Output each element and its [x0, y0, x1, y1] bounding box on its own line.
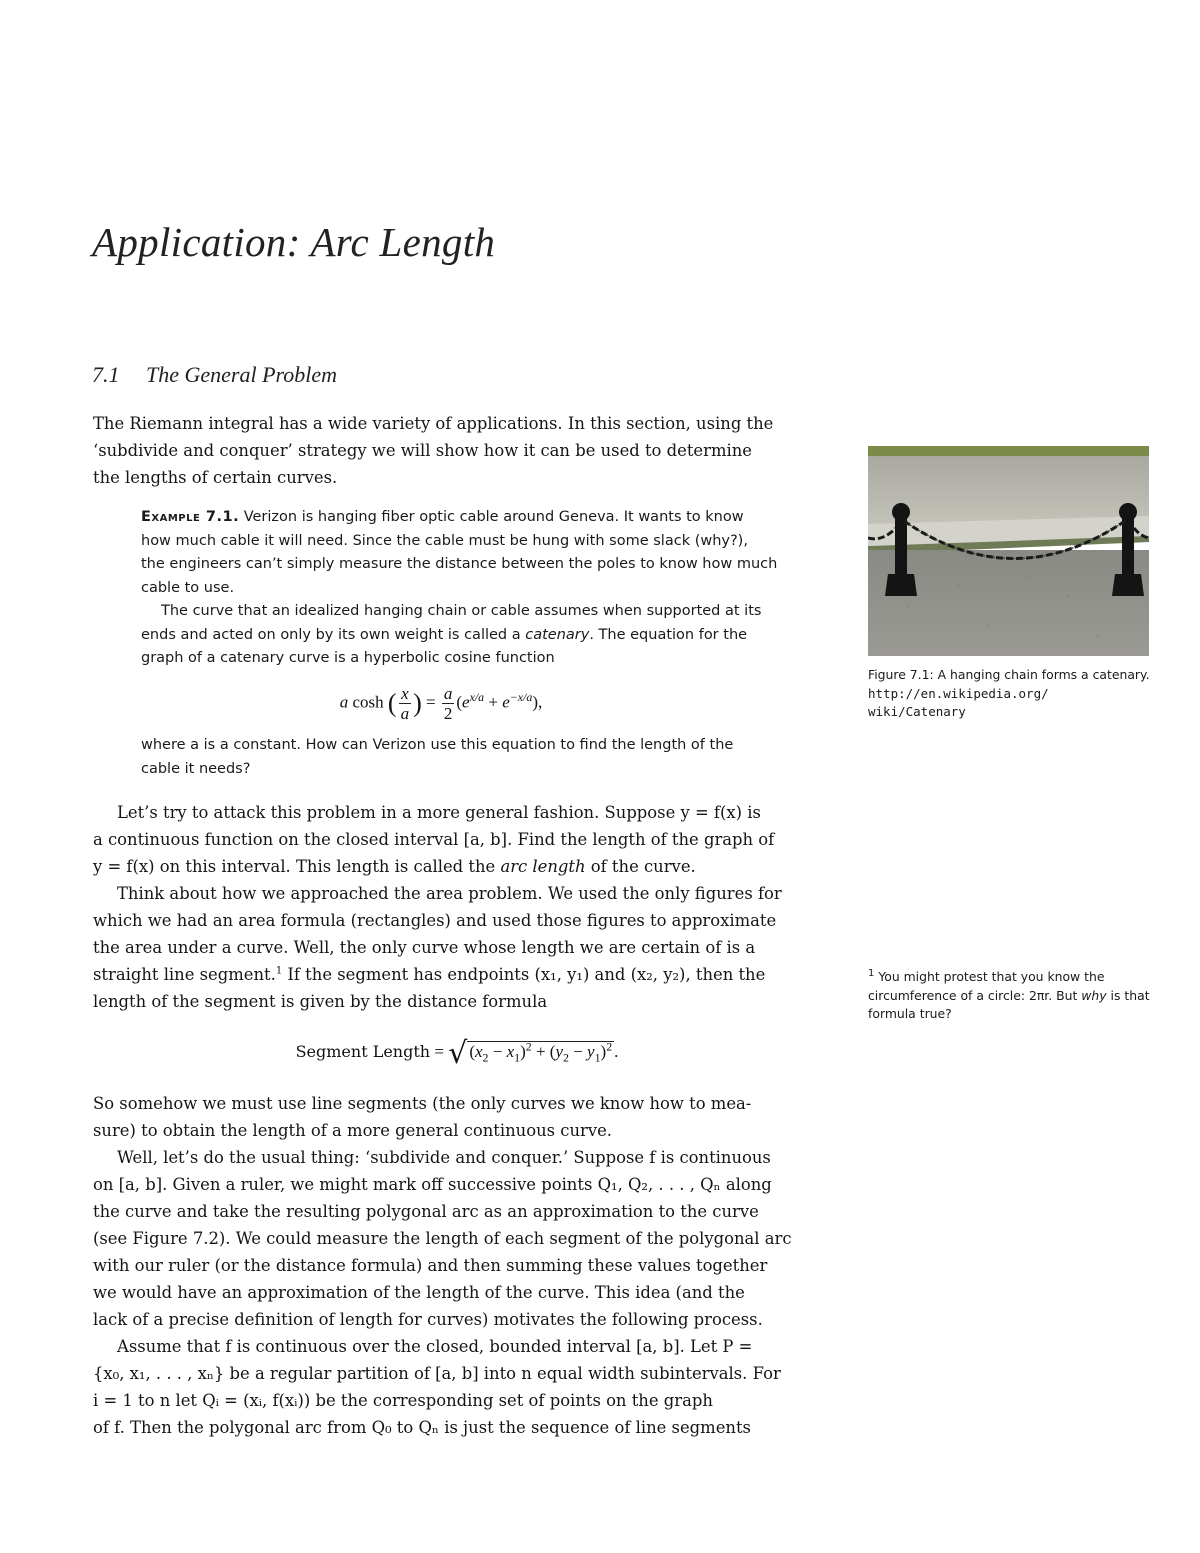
text-line: ends and acted on only by its own weight is called a: [141, 626, 526, 643]
text-line: where a is a constant. How can Verizon use this equation to find the length of the: [141, 737, 734, 753]
text-line: {x₀, x₁, . . . , xₙ} be a regular partition of [a, b] into n equal width subintervals. For: [93, 1364, 781, 1383]
text-line: on [a, b]. Given a ruler, we might mark off successive points Q₁, Q₂, . . . , Qₙ along: [93, 1175, 772, 1194]
caption-link[interactable]: http://en.wikipedia.org/: [868, 685, 1049, 701]
body-paragraph: [93, 880, 821, 1015]
chapter-title: Application: Arc Length: [92, 219, 496, 265]
body-paragraph: [93, 1144, 821, 1333]
text-line: y = f(x) on this interval. This length is called the: [93, 857, 501, 876]
text-line: cable it needs?: [141, 760, 251, 777]
text-line: ‘subdivide and conquer’ strategy we will show how it can be used to determine: [93, 441, 752, 460]
text-line: lack of a precise definition of length for curves) motivates the following process.: [93, 1310, 763, 1329]
text-line: Verizon is hanging fiber optic cable around Geneva. It wants to know: [239, 509, 744, 525]
catenary-equation: a cosh ( $\frac{x}{a}$ ) = $\frac{a}{2}$ $(e^{x/a} + e^{-x/a})$,: [339, 684, 543, 723]
text-line: . The equation for the: [589, 626, 748, 643]
text-line: a continuous function on the closed interval [a, b]. Find the length of the graph of: [93, 830, 775, 849]
sidenote-emphasis: why: [1081, 987, 1107, 1003]
caption-text: Figure 7.1: A hanging chain forms a catenary.: [868, 667, 1150, 682]
text-line: graph of a catenary curve is a hyperbolic cosine function: [141, 650, 555, 666]
text-line: how much cable it will need. Since the cable must be hung with some slack (why?),: [141, 532, 748, 549]
text-line: the lengths of certain curves.: [93, 468, 338, 487]
text-line: (see Figure 7.2). We could measure the length of each segment of the polygonal arc: [93, 1229, 792, 1248]
example-conclusion: [141, 734, 823, 781]
text-line: straight line segment.: [93, 965, 276, 984]
text-line: Well, let’s do the usual thing: ‘subdivide and conquer.’ Suppose f is continuous: [117, 1148, 771, 1167]
example-block: [141, 506, 823, 671]
text-line: The Riemann integral has a wide variety of applications. In this section, using the: [93, 414, 774, 433]
segment-length-label: Segment Length: [295, 1042, 431, 1061]
catenary-term: catenary: [525, 626, 590, 643]
text-line: Let’s try to attack this problem in a more general fashion. Suppose y = f(x) is: [117, 803, 761, 822]
text-line: If the segment has endpoints (x₁, y₁) and (x₂, y₂), then the: [282, 965, 766, 984]
text-line: the engineers can’t simply measure the distance between the poles to know how much: [141, 556, 778, 572]
sidenote-text: is that formula true?: [868, 987, 1150, 1021]
sidenote: [868, 968, 1158, 1024]
text-line: The curve that an idealized hanging chain or cable assumes when supported at its: [161, 603, 762, 619]
text-line: the area under a curve. Well, the only curve whose length we are certain of is a: [93, 938, 756, 957]
body-paragraph: [93, 799, 821, 880]
hanging-chain-photo: [868, 446, 1149, 656]
arc-length-term: arc length: [500, 857, 586, 876]
text-line: of the curve.: [585, 857, 696, 876]
text-line: we would have an approximation of the length of the curve. This idea (and the: [93, 1283, 745, 1302]
text-line: So somehow we must use line segments (the only curves we know how to mea-: [93, 1094, 752, 1113]
body-paragraph: [93, 1333, 821, 1441]
text-line: Think about how we approached the area problem. We used the only figures for: [117, 884, 782, 903]
hanging-chain-image: [868, 446, 1149, 656]
figure-caption: [868, 666, 1158, 722]
text-line: length of the segment is given by the distance formula: [93, 992, 548, 1011]
segment-length-formula: Segment Length = √ $(x_2 - x_1)^2 + (y_2 - y_1)^2$ .: [295, 1036, 619, 1071]
section-title: The General Problem: [146, 362, 338, 387]
footnote-marker[interactable]: 1: [275, 965, 283, 977]
text-line: the curve and take the resulting polygonal arc as an approximation to the curve: [93, 1202, 759, 1221]
sidenote-marker: 1: [868, 967, 875, 979]
text-line: sure) to obtain the length of a more general continuous curve.: [93, 1121, 613, 1140]
text-line: Assume that f is continuous over the closed, bounded interval [a, b]. Let P =: [117, 1337, 753, 1356]
text-line: which we had an area formula (rectangles) and used those figures to approximate: [93, 911, 777, 930]
caption-link[interactable]: wiki/Catenary: [868, 704, 966, 719]
text-line: with our ruler (or the distance formula) and then summing these values together: [93, 1256, 768, 1275]
text-line: cable to use.: [141, 579, 235, 596]
text-line: i = 1 to n let Qᵢ = (xᵢ, f(xᵢ)) be the corresponding set of points on the graph: [93, 1391, 713, 1410]
example-label: Example 7.1.: [141, 509, 240, 525]
section-heading: [92, 362, 337, 388]
sidenote-text: You might protest that you know the circumference of a circle: 2πr. But: [868, 969, 1105, 1003]
section-number: 7.1: [92, 362, 120, 387]
text-line: of f. Then the polygonal arc from Q₀ to Qₙ is just the sequence of line segments: [93, 1418, 751, 1437]
body-paragraph: [93, 1090, 821, 1144]
intro-paragraph: [93, 410, 821, 491]
